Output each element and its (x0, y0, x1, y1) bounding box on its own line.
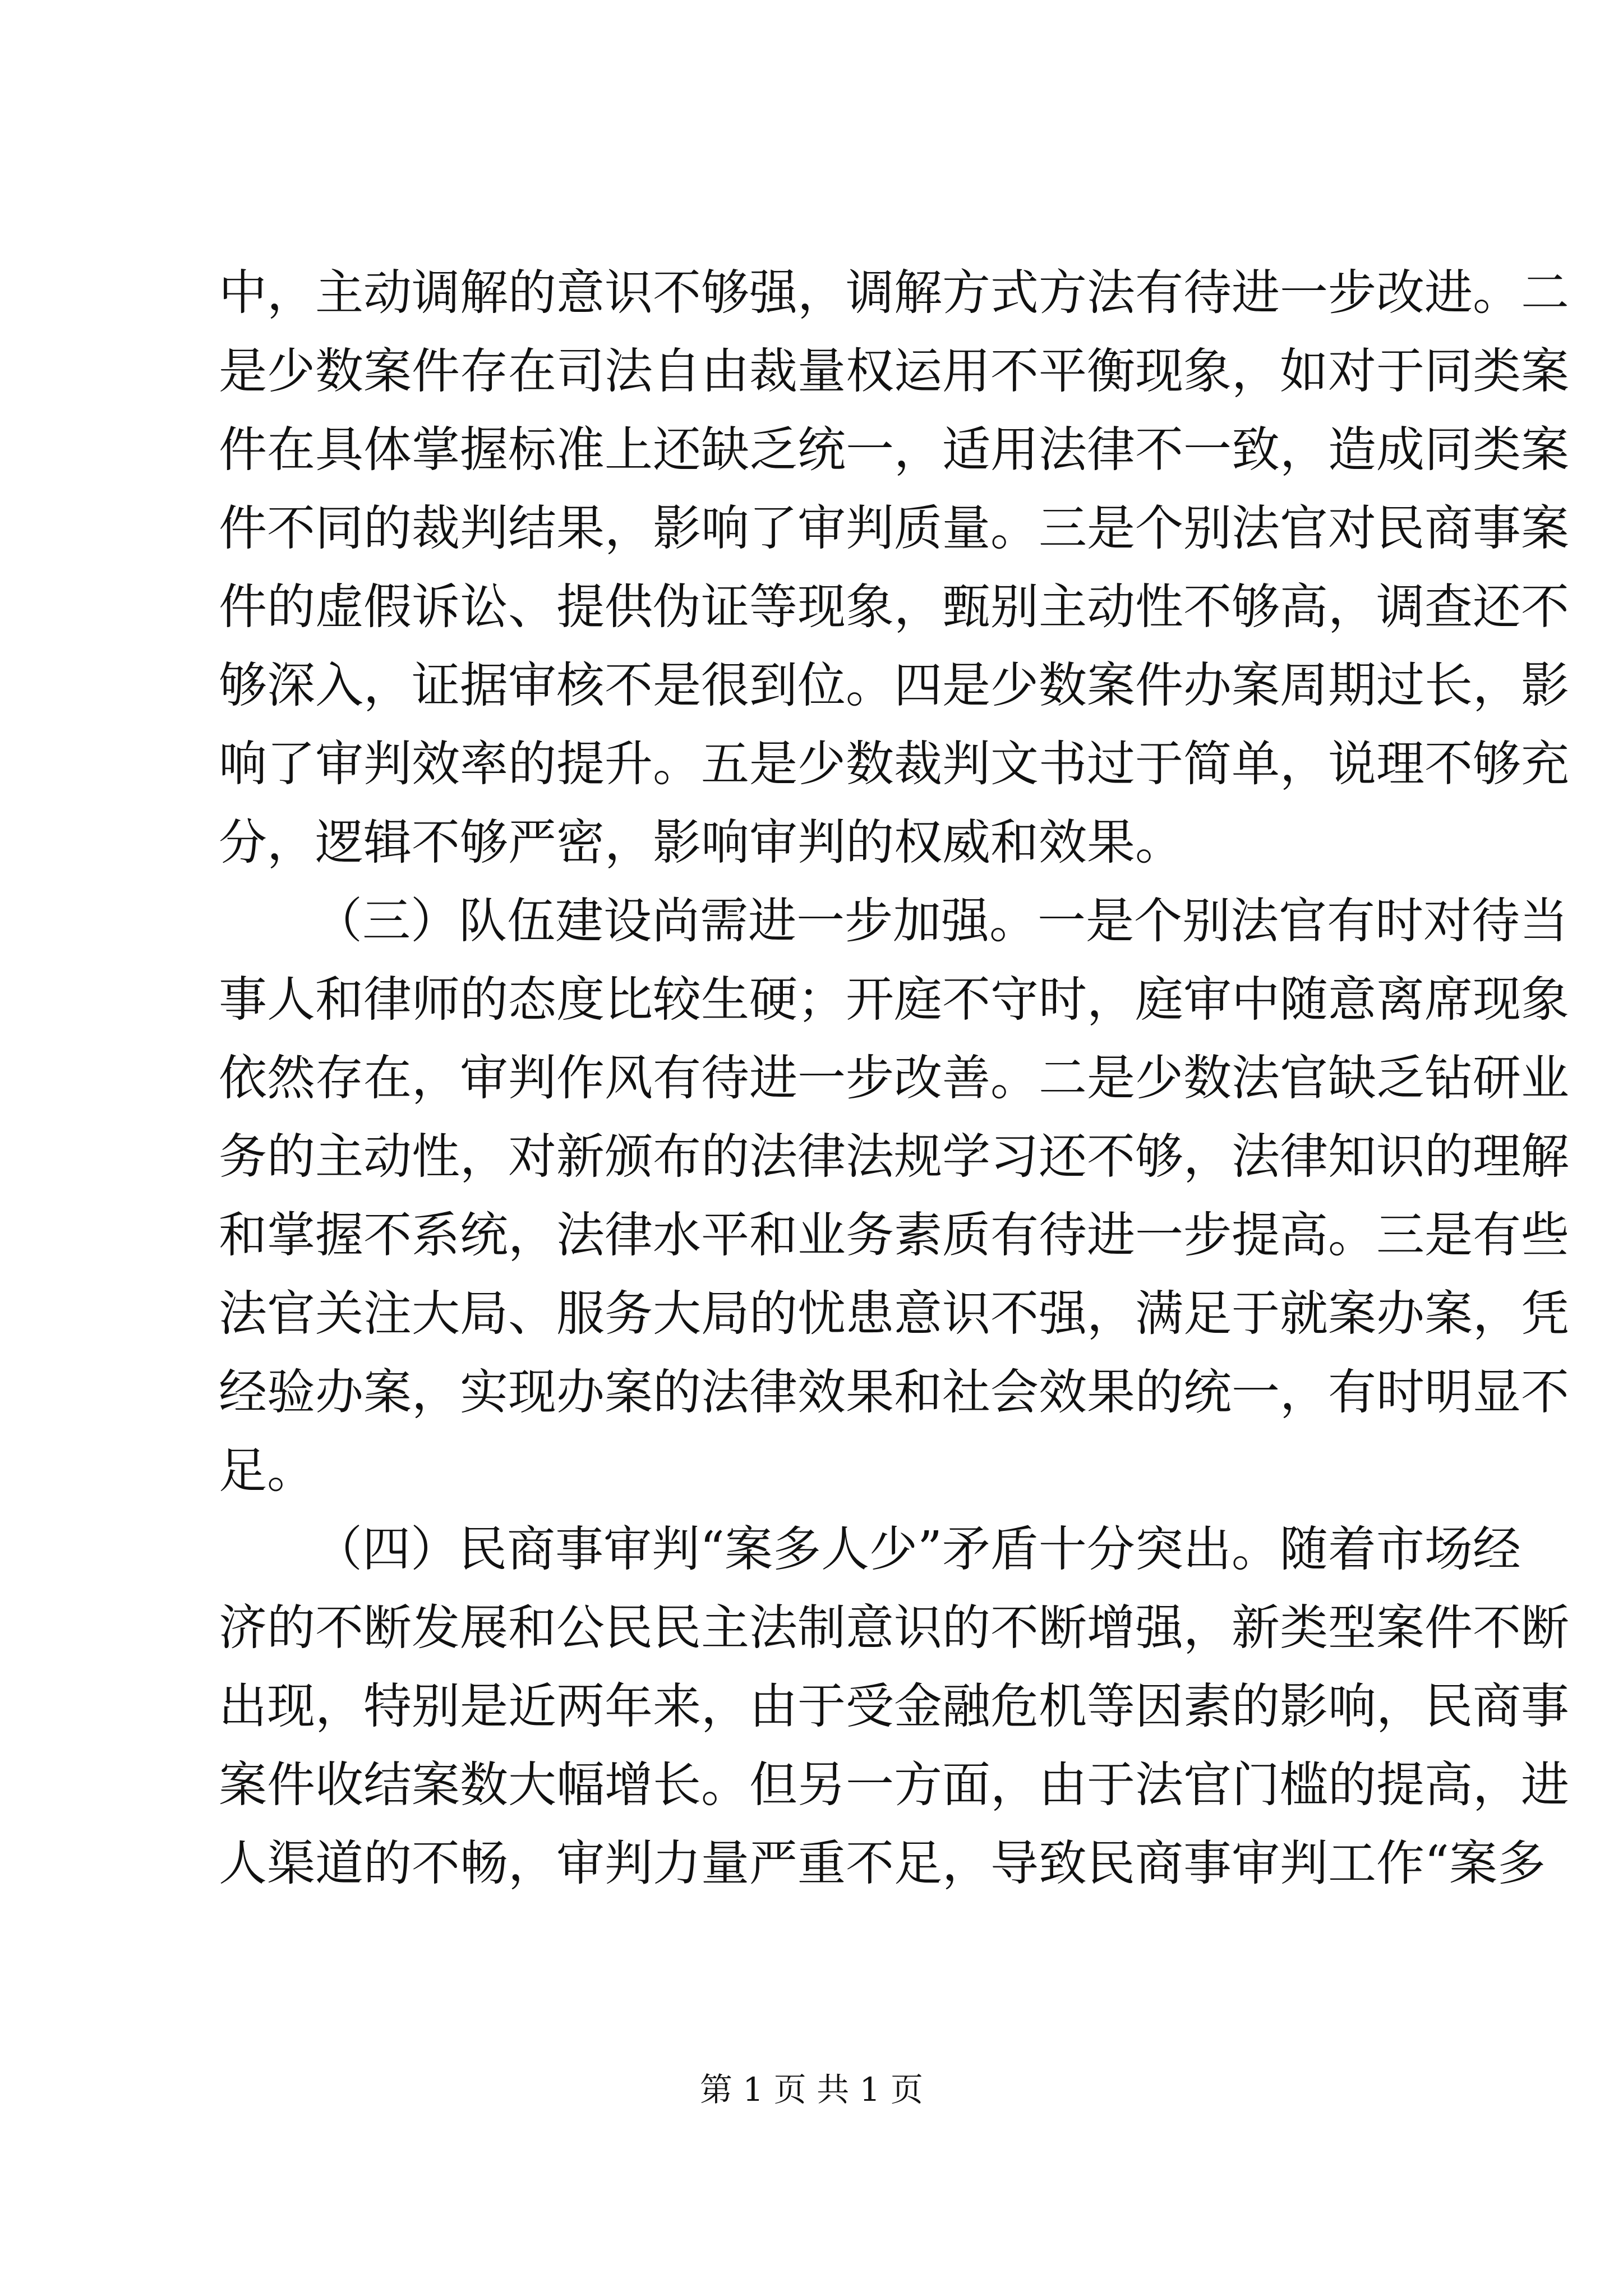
body-text-line: 出现，特别是近两年来，由于受金融危机等因素的影响，民商事 (219, 1678, 1569, 1734)
body-text-line: 足。 (219, 1443, 315, 1499)
body-text-line: 分，逻辑不够严密，影响审判的权威和效果。 (219, 815, 1183, 871)
body-text-line: 案件收结案数大幅增长。但另一方面，由于法官门槛的提高，进 (219, 1757, 1569, 1813)
body-text-line: 件不同的裁判结果，影响了审判质量。三是个别法官对民商事案 (219, 500, 1569, 556)
paragraph-heading-line: （四）民商事审判“案多人少”矛盾十分突出。随着市场经 (314, 1521, 1521, 1577)
body-text-line: 济的不断发展和公民民主法制意识的不断增强，新类型案件不断 (219, 1600, 1569, 1656)
body-text-line: 够深入，证据审核不是很到位。四是少数案件办案周期过长，影 (219, 657, 1569, 714)
body-text-line: 是少数案件存在司法自由裁量权运用不平衡现象，如对于同类案 (219, 343, 1569, 399)
body-text-line: 经验办案，实现办案的法律效果和社会效果的统一，有时明显不 (219, 1364, 1569, 1420)
body-text-line: 人渠道的不畅，审判力量严重不足，导致民商事审判工作“案多 (219, 1835, 1546, 1892)
page-footer: 第 1 页 共 1 页 (700, 2070, 923, 2109)
body-text-line: 件在具体掌握标准上还缺乏统一，适用法律不一致，造成同类案 (219, 422, 1569, 478)
body-text-line: 事人和律师的态度比较生硬；开庭不守时，庭审中随意离席现象 (219, 972, 1569, 1028)
body-text-line: 和掌握不系统，法律水平和业务素质有待进一步提高。三是有些 (219, 1207, 1569, 1263)
body-text-line: 件的虚假诉讼、提供伪证等现象，甄别主动性不够高，调查还不 (219, 579, 1569, 635)
body-text-line: 响了审判效率的提升。五是少数裁判文书过于简单，说理不够充 (219, 736, 1569, 792)
body-text-line: 依然存在，审判作风有待进一步改善。二是少数法官缺乏钻研业 (219, 1050, 1569, 1106)
body-text-line: 法官关注大局、服务大局的忧患意识不强，满足于就案办案，凭 (219, 1286, 1569, 1342)
body-text-line: 中，主动调解的意识不够强，调解方式方法有待进一步改进。二 (219, 265, 1569, 321)
paragraph-heading-line: （三）队伍建设尚需进一步加强。一是个别法官有时对待当 (314, 893, 1568, 949)
body-text-line: 务的主动性，对新颁布的法律法规学习还不够，法律知识的理解 (219, 1129, 1569, 1185)
